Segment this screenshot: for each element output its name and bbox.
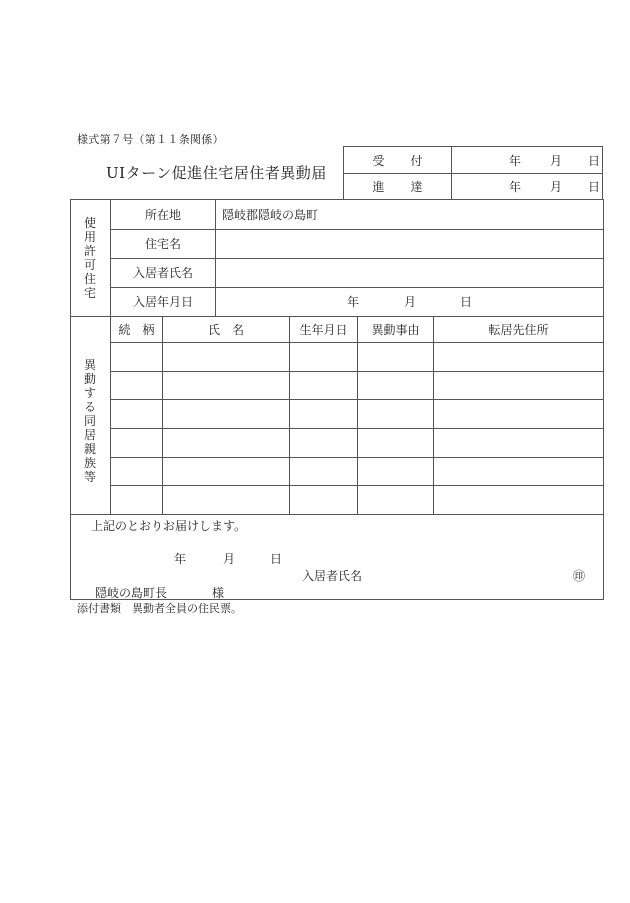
declaration-day: 日: [270, 552, 283, 566]
table-row[interactable]: [111, 486, 603, 514]
section1-heading: 使用許可住宅: [83, 216, 96, 300]
received-label: [344, 147, 452, 173]
section2-heading: 異動する同居親族等: [83, 358, 96, 484]
declaration-month: 月: [223, 552, 236, 566]
forwarded-year: 年: [509, 180, 522, 194]
col-relationship: 続 柄: [118, 322, 155, 337]
move-in-date-label: 入居年月日: [132, 295, 193, 309]
reception-row-received: [344, 147, 602, 174]
col-birthdate: 生年月日: [299, 322, 348, 337]
received-day: 日: [588, 154, 601, 168]
move-in-month: 月: [404, 295, 417, 309]
addressee: 隠岐の島町長: [95, 586, 168, 600]
section-divider: [71, 514, 603, 515]
resident-name-label: 入居者氏名: [132, 266, 193, 280]
move-in-year: 年: [347, 295, 360, 309]
col-reason: 異動事由: [371, 322, 420, 337]
declaration-year: 年: [174, 552, 187, 566]
housing-name-label: 住宅名: [144, 237, 181, 251]
forwarded-month: 月: [550, 180, 563, 194]
form-title: UIターン促進住宅居住者異動届: [106, 164, 327, 182]
table-row[interactable]: [111, 458, 603, 485]
main-form-table: [70, 199, 604, 600]
received-label-b: 付: [410, 153, 423, 168]
addressee-honorific: 様: [212, 586, 225, 600]
resident-signature-label: 入居者氏名: [302, 569, 363, 583]
housing-name-field[interactable]: [222, 229, 603, 258]
table-row[interactable]: [111, 400, 603, 428]
received-year: 年: [509, 154, 522, 168]
forwarded-label-b: 達: [410, 179, 423, 194]
forwarded-date-field[interactable]: [451, 173, 602, 199]
reception-box: [343, 146, 603, 199]
forwarded-label-a: 進: [372, 179, 385, 194]
move-in-day: 日: [460, 295, 473, 309]
table-row[interactable]: [111, 372, 603, 399]
col-name: 氏 名: [207, 322, 244, 337]
attachment-note: 添付書類 異動者全員の住民票。: [77, 602, 242, 615]
move-in-date-field[interactable]: [216, 287, 603, 316]
forwarded-day: 日: [588, 180, 601, 194]
resident-name-field[interactable]: [222, 258, 603, 287]
col-new-address: 転居先住所: [488, 322, 549, 337]
location-value[interactable]: 隠岐郡隠岐の島町: [222, 208, 319, 222]
received-label-a: 受: [372, 153, 385, 168]
location-label: 所在地: [144, 208, 181, 222]
declaration-text: 上記のとおりお届けします。: [91, 519, 247, 533]
seal-icon: ㊞: [573, 569, 586, 583]
table-row[interactable]: [111, 429, 603, 457]
received-month: 月: [550, 154, 563, 168]
forwarded-label: [344, 173, 452, 199]
received-date-field[interactable]: [451, 147, 602, 173]
reception-row-forwarded: [344, 173, 602, 199]
table-row[interactable]: [111, 343, 603, 371]
form-number: 様式第７号（第１１条関係）: [77, 133, 224, 146]
